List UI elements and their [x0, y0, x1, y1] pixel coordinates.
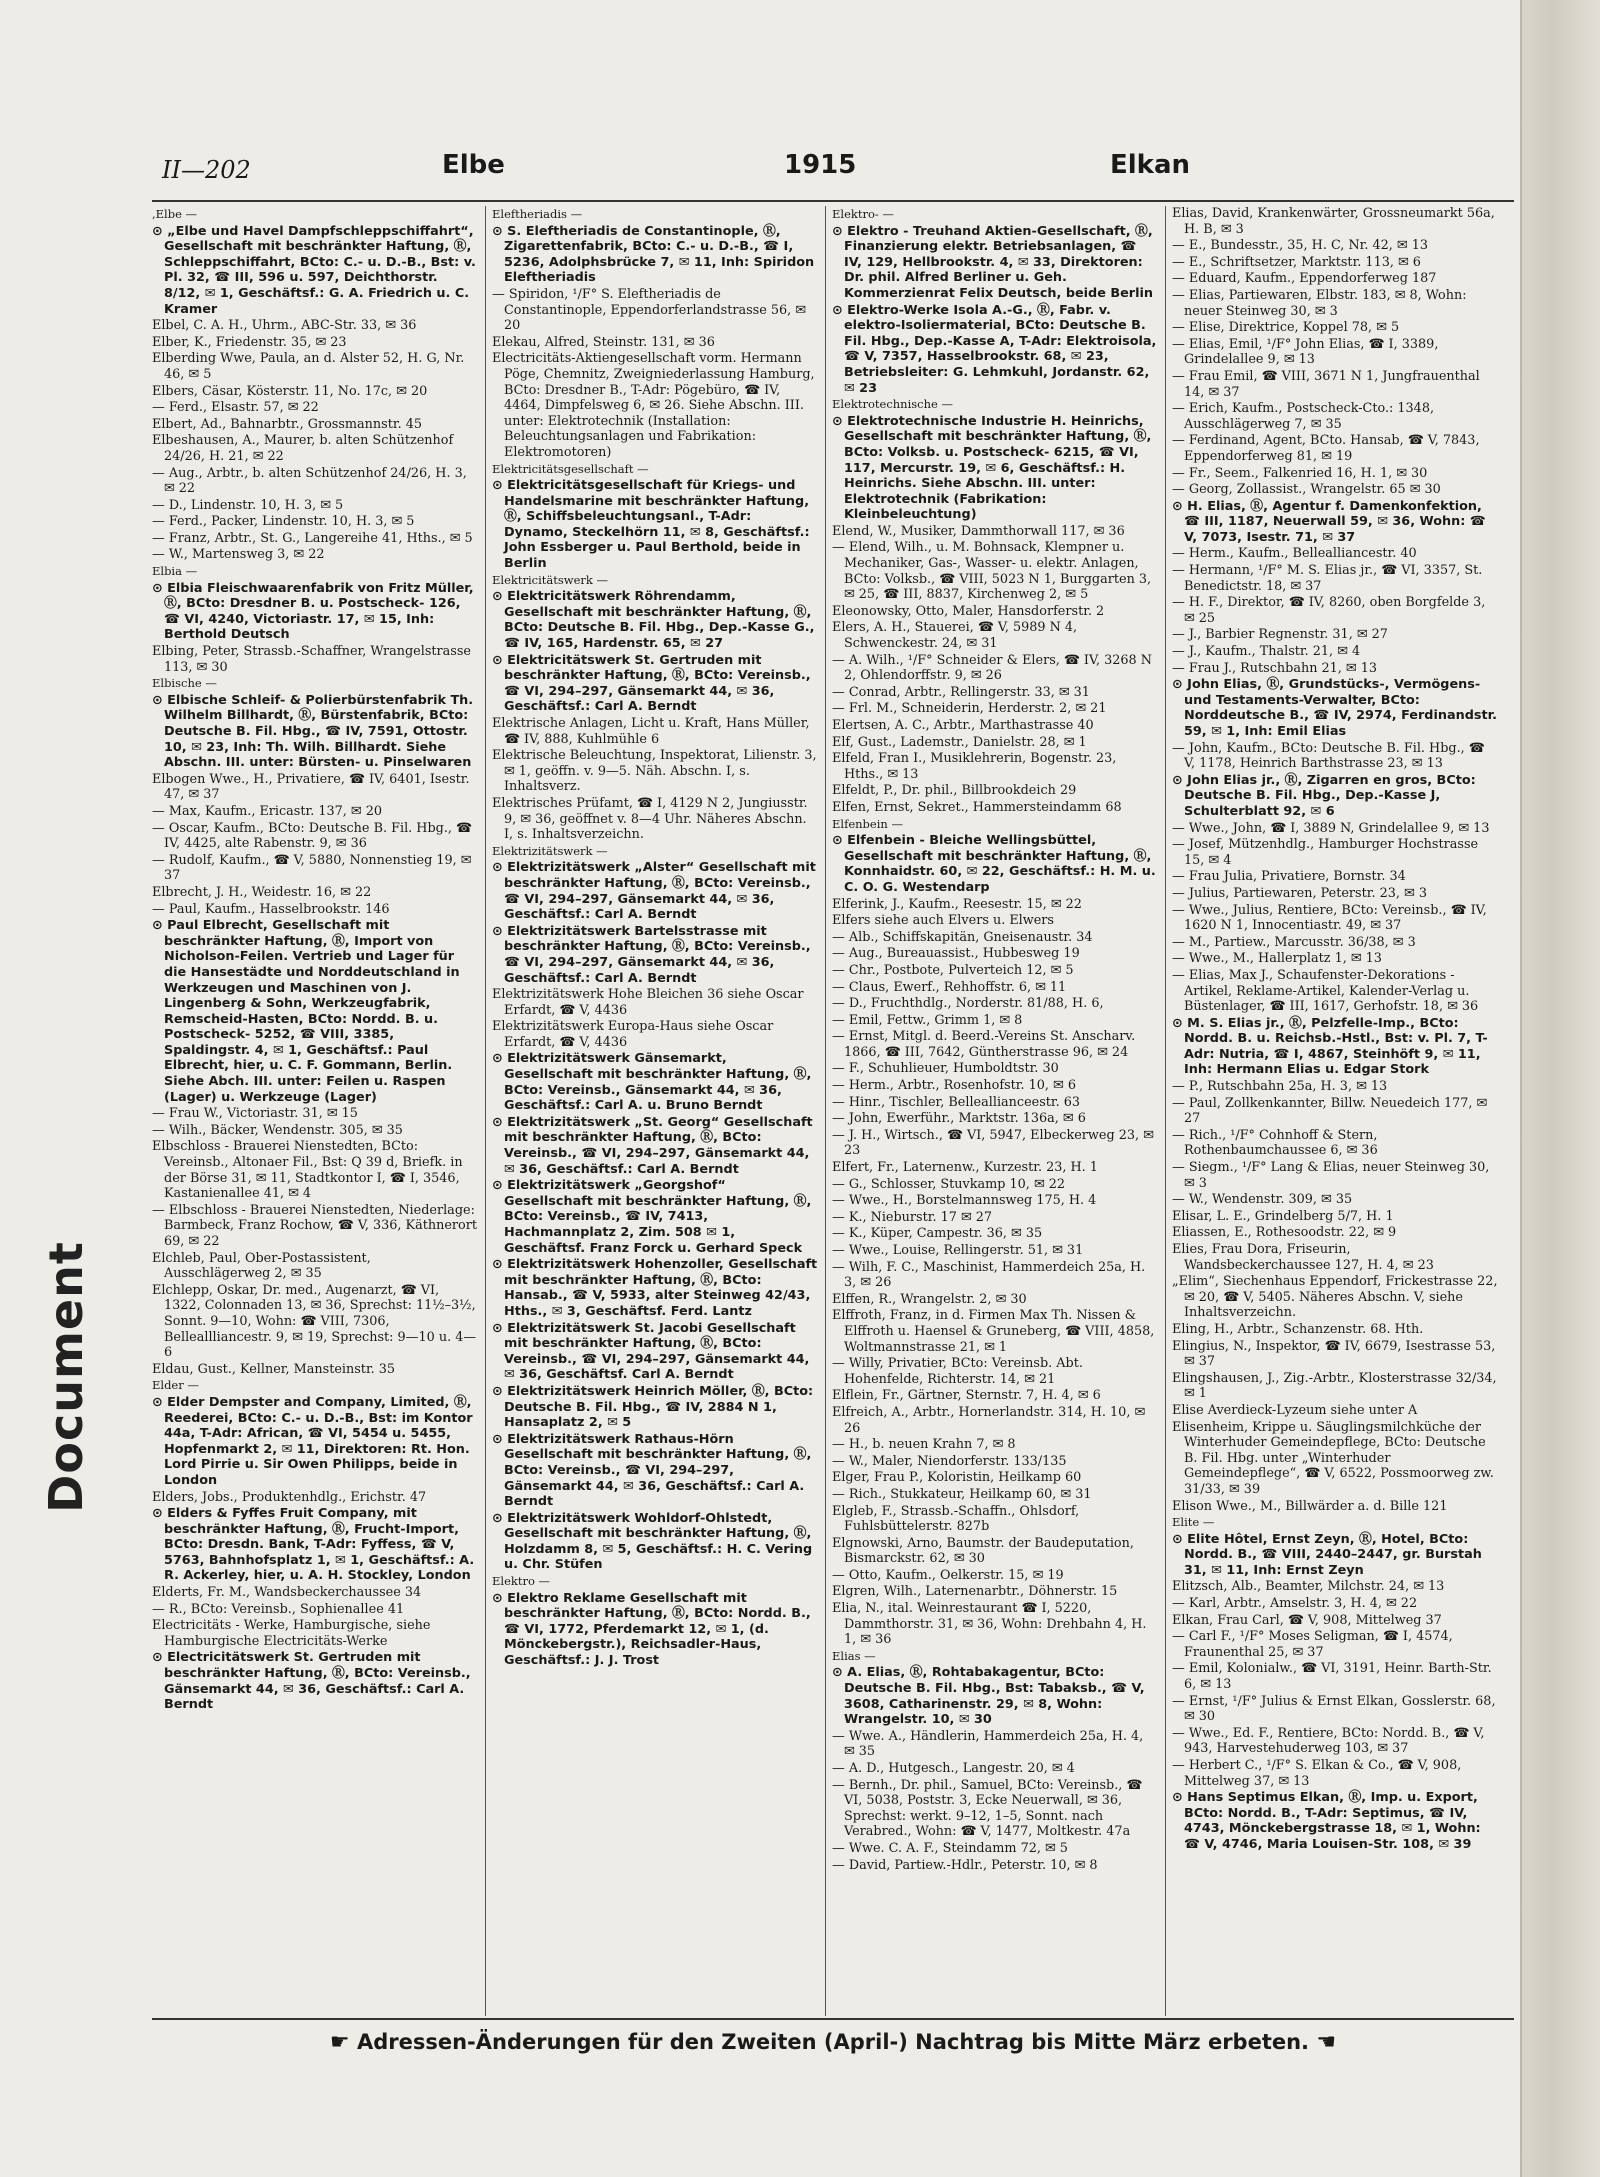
directory-entry: — A. D., Hutgesch., Langestr. 20, ✉ 4 — [832, 1761, 1075, 1776]
directory-entry: — G., Schlosser, Stuvkamp 10, ✉ 22 — [832, 1176, 1066, 1192]
directory-entry: — Elias, Max J., Schaufenster-Dekorations - Artikel, Reklame-Artikel, Kalender-Verlag u. Büstenlager, ☎ III, 1617, Gerhofstr. 18, ✉ 36 — [1172, 967, 1479, 1015]
directory-entry: — P., Rutschbahn 25a, H. 3, ✉ 13 — [1172, 1079, 1388, 1095]
directory-entry: — Willy, Privatier, BCto: Vereinsb. Abt. Hohenfelde, Richterstr. 14, ✉ 21 — [832, 1356, 1083, 1387]
section-heading: Eleftheriadis — — [492, 207, 583, 221]
directory-entry: Elektrische Anlagen, Licht u. Kraft, Hans Müller, ☎ IV, 888, Kuhlmühle 6 — [492, 716, 810, 747]
directory-entry: — W., Wendenstr. 309, ✉ 35 — [1172, 1192, 1353, 1208]
directory-entry: — Julius, Partiewaren, Peterstr. 23, ✉ 3 — [1172, 885, 1427, 901]
directory-entry: — W., Martensweg 3, ✉ 22 — [152, 547, 325, 563]
directory-entry: — K., Nieburstr. 17 ✉ 27 — [832, 1209, 993, 1225]
firm-entry: ⊙ Elektrizitätswerk Bartelsstrasse mit beschränkter Haftung, Ⓡ, BCto: Vereinsb., ☎ VI, 294–297, Gänsemarkt 44, ✉ 36, Geschäftsf.: Carl A. Berndt — [492, 923, 811, 986]
column-divider — [1165, 206, 1166, 2016]
directory-entry: Elekau, Alfred, Steinstr. 131, ✉ 36 — [492, 334, 715, 350]
directory-entry: Elchlepp, Oskar, Dr. med., Augenarzt, ☎ VI, 1322, Colonnaden 13, ✉ 36, Sprechst: 11½–3½, Sonnt. 9—10, Wohn: ☎ VIII, 7306, Belleallliancestr. 9, ✉ 19, Sprechst: 9—10 u. 4—6 — [152, 1282, 477, 1361]
directory-entry: Elber, K., Friedenstr. 35, ✉ 23 — [152, 334, 347, 350]
directory-entry: Elitzsch, Alb., Beamter, Milchstr. 24, ✉ 13 — [1172, 1579, 1445, 1595]
directory-entry: — Ernst, ¹/F° Julius & Ernst Elkan, Gosslerstr. 68, ✉ 30 — [1172, 1693, 1496, 1725]
entry-columns — [152, 206, 1514, 2016]
directory-entry: — Herm., Kaufm., Bellealliancestr. 40 — [1172, 546, 1417, 562]
section-heading: Elbische — — [152, 676, 217, 691]
directory-entry: — Aug., Arbtr., b. alten Schützenhof 24/26, H. 3, ✉ 22 — [152, 465, 467, 497]
directory-entry: — Georg, Zollassist., Wrangelstr. 65 ✉ 30 — [1172, 482, 1441, 498]
directory-entry: — Josef, Mützenhdlg., Hamburger Hochstrasse 15, ✉ 4 — [1172, 837, 1479, 868]
section-heading: Elektrizitätswerk — — [492, 843, 608, 858]
footer-rule — [152, 2018, 1514, 2020]
directory-entry: — Oscar, Kaufm., BCto: Deutsche B. Fil. Hbg., ☎ IV, 4425, alte Rabenstr. 9, ✉ 36 — [152, 820, 472, 852]
directory-entry: — M., Partiew., Marcusstr. 36/38, ✉ 3 — [1172, 934, 1416, 950]
directory-entry: — Ferd., Packer, Lindenstr. 10, H. 3, ✉ 5 — [152, 514, 415, 530]
firm-entry: ⊙ Electricitätswerk St. Gertruden mit beschränkter Haftung, Ⓡ, BCto: Vereinsb., Gänsemarkt 44, ✉ 36, Geschäftsf.: Carl A. Berndt — [152, 1650, 471, 1713]
firm-entry: ⊙ Elektro-Werke Isola A.-G., Ⓡ, Fabr. v. elektro-Isoliermaterial, BCto: Deutsche B. Fil. Hbg., Dep.-Kasse A, T-Adr: Elektroisola, ☎ V, 7357, Hasselbrookstr. 68, ✉ 23, Betriebsleiter: G. Lehmkuhl, Jordanstr. 62, ✉ 23 — [832, 302, 1157, 396]
directory-entry: — John, Ewerführ., Marktstr. 136a, ✉ 6 — [832, 1111, 1086, 1127]
directory-entry: — Elend, Wilh., u. M. Bohnsack, Klempner u. Mechaniker, Gas-, Wasser- u. elektr. Anlagen, BCto: Volksb., ☎ VIII, 5023 N 1, Burggarten 3, ✉ 25, ☎ III, 8837, Kirchenweg 2, ✉ 5 — [832, 540, 1152, 603]
directory-entry: — E., Schriftsetzer, Marktstr. 113, ✉ 6 — [1172, 254, 1421, 270]
firm-entry: ⊙ Elektricitätswerk St. Gertruden mit beschränkter Haftung, Ⓡ, BCto: Vereinsb., ☎ VI, 294–297, Gänsemarkt 44, ✉ 36, Geschäftsf.: Carl A. Berndt — [492, 652, 811, 715]
header-first-word: Elbe — [442, 150, 505, 180]
directory-entry: — R., BCto: Vereinsb., Sophienallee 41 — [152, 1601, 405, 1617]
section-heading: Elias — — [832, 1648, 876, 1663]
directory-entry: — Emil, Fettw., Grimm 1, ✉ 8 — [832, 1012, 1023, 1028]
directory-entry: — Fr., Seem., Falkenried 16, H. 1, ✉ 30 — [1172, 465, 1428, 481]
directory-entry: Eliassen, E., Rothesoodstr. 22, ✉ 9 — [1172, 1225, 1397, 1241]
side-watermark-text: Document — [38, 1241, 93, 1513]
directory-entry: — Eduard, Kaufm., Eppendorferweg 187 — [1172, 271, 1437, 287]
directory-entry: — F., Schuhlieuer, Humboldtstr. 30 — [832, 1061, 1059, 1077]
firm-entry: ⊙ A. Elias, Ⓡ, Rohtabakagentur, BCto: Deutsche B. Fil. Hbg., Bst: Tabaksb., ☎ V, 3608, Catharinenstr. 29, ✉ 8, Wohn: Wrangelstr. 10, ✉ 30 — [832, 1665, 1145, 1728]
scan-page-edge — [1520, 0, 1600, 2177]
directory-entry: — Bernh., Dr. phil., Samuel, BCto: Vereinsb., ☎ VI, 5038, Poststr. 3, Ecke Neuerwall, ✉ 36, Sprechst: werkt. 9–12, 1–5, Sonnt. nach Verabred., Wohn: ☎ V, 1477, Moltkestr. 47a — [832, 1777, 1143, 1840]
section-heading: Elektricitätswerk — — [492, 572, 609, 587]
directory-entry: — Hermann, ¹/F° M. S. Elias jr., ☎ VI, 3357, St. Benedictstr. 18, ✉ 37 — [1172, 563, 1483, 594]
directory-page — [152, 130, 1514, 2090]
directory-entry: Elbschloss - Brauerei Nienstedten, BCto: Vereinsb., Altonaer Fil., Bst: Q 39 d, Briefk. in der Börse 31, ✉ 11, Stadtkontor I, ☎ I, 3546, Kastanienallee 41, ✉ 4 — [152, 1139, 463, 1202]
section-heading: Elektro — — [492, 1574, 551, 1589]
pointing-hand-icon: ☚ — [1316, 2030, 1337, 2055]
firm-entry: ⊙ M. S. Elias jr., Ⓡ, Pelzfelle-Imp., BCto: Nordd. B. u. Reichsb.-Hstl., Bst: v. Pl. 7, T-Adr: Nutria, ☎ I, 4867, Steinhöft 9, ✉ 11, Inh: Hermann Elias u. Edgar Stork — [1172, 1015, 1488, 1078]
page-number: II—202 — [162, 156, 251, 184]
directory-entry: Elektrisches Prüfamt, ☎ I, 4129 N 2, Jungiusstr. 9, ✉ 36, geöffnet v. 8—4 Uhr. Näheres Abschn. I, s. Inhaltsverzeichn. — [492, 795, 808, 843]
directory-entry: Elfen, Ernst, Sekret., Hammersteindamm 68 — [832, 799, 1122, 815]
directory-entry: — Wwe. A., Händlerin, Hammerdeich 25a, H. 4, ✉ 35 — [832, 1728, 1144, 1760]
directory-entry: Elison Wwe., M., Billwärder a. d. Bille 121 — [1172, 1498, 1448, 1514]
firm-entry: ⊙ Elite Hôtel, Ernst Zeyn, Ⓡ, Hotel, BCto: Nordd. B., ☎ VIII, 2440–2447, gr. Burstah 31, ✉ 11, Inh: Ernst Zeyn — [1172, 1531, 1482, 1578]
directory-entry: — J. H., Wirtsch., ☎ VI, 5947, Elbeckerweg 23, ✉ 23 — [832, 1127, 1154, 1159]
directory-entry: — Wwe., Ed. F., Rentiere, BCto: Nordd. B., ☎ V, 943, Harvestehuderweg 103, ✉ 37 — [1172, 1725, 1485, 1757]
directory-entry: Elders, Jobs., Produktenhdlg., Erichstr. 47 — [152, 1489, 427, 1505]
firm-entry: ⊙ Elbische Schleif- & Polierbürstenfabrik Th. Wilhelm Billhardt, Ⓡ, Bürstenfabrik, BCto: Deutsche B. Fil. Hbg., ☎ IV, 7591, Ottostr. 10, ✉ 23, Inh: Th. Wilh. Billhardt. Siehe Abschn. III. unter: Bürsten- u. Pinselwaren — [152, 692, 474, 771]
directory-entry: Elfert, Fr., Laternenw., Kurzestr. 23, H. 1 — [832, 1160, 1098, 1176]
directory-entry: Eldau, Gust., Kellner, Mansteinstr. 35 — [152, 1361, 396, 1377]
directory-entry: Elgnowski, Arno, Baumstr. der Baudeputation, Bismarckstr. 62, ✉ 30 — [832, 1535, 1134, 1567]
firm-entry: ⊙ Elektricitätswerk Röhrendamm, Gesellschaft mit beschränkter Haftung, Ⓡ, BCto: Deutsche B. Fil. Hbg., Dep.-Kasse G., ☎ IV, 165, Hardenstr. 65, ✉ 27 — [492, 589, 815, 652]
directory-entry: — Frau W., Victoriastr. 31, ✉ 15 — [152, 1106, 358, 1122]
directory-entry: Elingius, N., Inspektor, ☎ IV, 6679, Isestrasse 53, ✉ 37 — [1172, 1338, 1496, 1370]
directory-entry: Elffen, R., Wrangelstr. 2, ✉ 30 — [832, 1291, 1027, 1307]
directory-entry: Elferink, J., Kaufm., Reesestr. 15, ✉ 22 — [832, 896, 1082, 912]
directory-entry: Elchleb, Paul, Ober-Postassistent, Ausschlägerweg 2, ✉ 35 — [152, 1250, 371, 1282]
directory-entry: — Herbert C., ¹/F° S. Elkan & Co., ☎ V, 908, Mittelweg 37, ✉ 13 — [1172, 1758, 1462, 1789]
directory-entry: — Paul, Zollkenkannter, Billw. Neuedeich 177, ✉ 27 — [1172, 1095, 1488, 1127]
directory-entry: Elffroth, Franz, in d. Firmen Max Th. Nissen & Elffroth u. Haensel & Gruneberg, ☎ VIII, 4858, Woltmannstrasse 21, ✉ 1 — [832, 1308, 1155, 1355]
firm-entry: ⊙ Elektrizitätswerk Heinrich Möller, Ⓡ, BCto: Deutsche B. Fil. Hbg., ☎ IV, 2884 N 1, Hansaplatz 2, ✉ 5 — [492, 1383, 814, 1431]
directory-entry: — Elbschloss - Brauerei Nienstedten, Niederlage: Barmbeck, Franz Rochow, ☎ V, 336, Käthnerort 69, ✉ 22 — [152, 1202, 477, 1249]
section-heading: ,Elbe — — [152, 207, 198, 221]
directory-entry: Eleonowsky, Otto, Maler, Hansdorferstr. 2 — [832, 603, 1105, 619]
directory-entry: Elbert, Ad., Bahnarbtr., Grossmannstr. 45 — [152, 416, 423, 432]
directory-entry: Elektrizitätswerk Europa-Haus siehe Oscar Erfardt, ☎ V, 4436 — [492, 1019, 774, 1050]
directory-entry: — Wwe., H., Borstelmannsweg 175, H. 4 — [832, 1193, 1097, 1209]
directory-entry: Elend, W., Musiker, Dammthorwall 117, ✉ 36 — [832, 523, 1125, 539]
firm-entry: ⊙ Elektricitätsgesellschaft für Kriegs- und Handelsmarine mit beschränkter Haftung, Ⓡ, Schiffsbeleuchtungsanl., T-Adr: Dynamo, Steckelhörn 11, ✉ 8, Geschäftsf.: John Essberger u. Paul Berthold, beide in Berlin — [492, 478, 810, 572]
directory-entry: — Frau Emil, ☎ VIII, 3671 N 1, Jungfrauenthal 14, ✉ 37 — [1172, 368, 1480, 400]
directory-entry: — Wilh., Bäcker, Wendenstr. 305, ✉ 35 — [152, 1122, 403, 1138]
directory-entry: Elfeld, Fran I., Musiklehrerin, Bogenstr. 23, Hths., ✉ 13 — [832, 751, 1117, 782]
firm-entry: ⊙ Elbia Fleischwaarenfabrik von Fritz Müller, Ⓡ, BCto: Dresdner B. u. Postscheck- 126, ☎ VI, 4240, Victoriastr. 17, ✉ 15, Inh: Berthold Deutsch — [152, 580, 474, 643]
directory-entry: — Chr., Postbote, Pulverteich 12, ✉ 5 — [832, 962, 1074, 978]
directory-entry: — Hinr., Tischler, Belleallianceestr. 63 — [832, 1094, 1081, 1110]
directory-entry: Elbing, Peter, Strassb.-Schaffner, Wrangelstrasse 113, ✉ 30 — [152, 644, 471, 675]
firm-entry: ⊙ S. Eleftheriadis de Constantinople, Ⓡ, Zigarettenfabrik, BCto: C.- u. D.-B., ☎ I, 5236, Adolphsbrücke 7, ✉ 11, Inh: Spiridon Eleftheriadis — [492, 223, 815, 286]
directory-entry: — Ferd., Elsastr. 57, ✉ 22 — [152, 400, 319, 416]
directory-entry: Elderts, Fr. M., Wandsbeckerchaussee 34 — [152, 1585, 422, 1601]
column-4 — [1172, 206, 1498, 2016]
directory-entry: Elia, N., ital. Weinrestaurant ☎ I, 5220, Dammthorstr. 31, ✉ 36, Wohn: Drehbahn 4, H. 1, ✉ 36 — [832, 1601, 1147, 1648]
column-divider — [485, 206, 486, 2016]
directory-entry: — Wwe., John, ☎ I, 3889 N, Grindelallee 9, ✉ 13 — [1172, 820, 1490, 836]
directory-entry: Elflein, Fr., Gärtner, Sternstr. 7, H. 4, ✉ 6 — [832, 1388, 1101, 1404]
directory-entry: — Rudolf, Kaufm., ☎ V, 5880, Nonnenstieg 19, ✉ 37 — [152, 852, 472, 884]
directory-entry: Elgleb, F., Strassb.-Schaffn., Ohlsdorf, Fuhlsbüttelerstr. 827b — [832, 1503, 1080, 1535]
column-divider — [825, 206, 826, 2016]
directory-entry: — Conrad, Arbtr., Rellingerstr. 33, ✉ 31 — [832, 684, 1090, 700]
directory-entry: — Elias, Partiewaren, Elbstr. 183, ✉ 8, Wohn: neuer Steinweg 30, ✉ 3 — [1172, 287, 1467, 319]
firm-entry: ⊙ Elektrizitätswerk Hohenzoller, Gesellschaft mit beschränkter Haftung, Ⓡ, BCto: Hansab., ☎ V, 5933, alter Steinweg 42/43, Hths., ✉ 3, Geschäftsf. Ferd. Lantz — [492, 1257, 818, 1319]
directory-entry: — Wilh, F. C., Maschinist, Hammerdeich 25a, H. 3, ✉ 26 — [832, 1259, 1146, 1291]
directory-entry: — Carl F., ¹/F° Moses Seligman, ☎ I, 4574, Fraunenthal 25, ✉ 37 — [1172, 1629, 1453, 1660]
pointing-hand-icon: ☛ — [329, 2030, 350, 2055]
directory-entry: — Erich, Kaufm., Postscheck-Cto.: 1348, Ausschlägerweg 7, ✉ 35 — [1172, 401, 1435, 432]
directory-entry: — Elise, Direktrice, Koppel 78, ✉ 5 — [1172, 320, 1400, 336]
column-1 — [152, 206, 478, 2016]
firm-entry: ⊙ Elder Dempster and Company, Limited, Ⓡ, Reederei, BCto: C.- u. D.-B., Bst: im Kontor 44a, T-Adr: African, ☎ VI, 5454 u. 5455, Hopfenmarkt 2, ✉ 11, Direktoren: Rt. Hon. Lord Pirrie u. Sir Owen Philipps, beide in London — [152, 1394, 473, 1488]
column-2 — [492, 206, 818, 2016]
header-last-word: Elkan — [1110, 150, 1191, 180]
directory-entry: — Herm., Arbtr., Rosenhofstr. 10, ✉ 6 — [832, 1078, 1076, 1094]
directory-entry: — Claus, Ewerf., Rehhoffstr. 6, ✉ 11 — [832, 979, 1067, 995]
directory-entry: — David, Partiew.-Hdlr., Peterstr. 10, ✉ 8 — [832, 1857, 1098, 1873]
directory-entry: — Aug., Bureauassist., Hubbesweg 19 — [832, 946, 1080, 962]
firm-entry: ⊙ Hans Septimus Elkan, Ⓡ, Imp. u. Export, BCto: Nordd. B., T-Adr: Septimus, ☎ IV, 4743, Mönckebergstrasse 18, ✉ 1, Wohn: ☎ V, 4746, Maria Louisen-Str. 108, ✉ 39 — [1172, 1790, 1481, 1852]
firm-entry: ⊙ H. Elias, Ⓡ, Agentur f. Damenkonfektion, ☎ III, 1187, Neuerwall 59, ✉ 36, Wohn: ☎ V, 7073, Isestr. 71, ✉ 37 — [1172, 498, 1486, 545]
firm-entry: ⊙ Elektrizitätswerk St. Jacobi Gesellschaft mit beschränkter Haftung, Ⓡ, BCto: Vereinsb., ☎ VI, 294–297, Gänsemarkt 44, ✉ 36, Geschäftsf. Carl A. Berndt — [492, 1320, 810, 1383]
firm-entry: ⊙ „Elbe und Havel Dampfschleppschiffahrt“, Gesellschaft mit beschränkter Haftung, Ⓡ, Schleppschiffahrt, BCto: C.- u. D.-B., Bst: v. Pl. 32, ☎ III, 596 u. 597, Deichthorstr. 8/12, ✉ 1, Geschäftsf.: G. A. Friedrich u. C. Kramer — [152, 223, 476, 317]
directory-entry: Elf, Gust., Lademstr., Danielstr. 28, ✉ 1 — [832, 734, 1087, 750]
directory-entry: — Frau Julia, Privatiere, Bornstr. 34 — [1172, 869, 1406, 885]
firm-entry: ⊙ Elfenbein - Bleiche Wellingsbüttel, Gesellschaft mit beschränkter Haftung, Ⓡ, Konnhaidstr. 60, ✉ 22, Geschäftsf.: H. M. u. C. O. G. Westendarp — [832, 833, 1156, 895]
directory-entry: Electricitäts-Aktiengesellschaft vorm. Hermann Pöge, Chemnitz, Zweigniederlassung Hamburg, BCto: Dresdner B., T-Adr: Pögebüro, ☎ IV, 4464, Dimpfelsweg 6, ✉ 26. Siehe Abschn. III. unter: Elektrotechnik (Installation: Beleuchtungsanlagen und Fabrikation: Elektromotoren) — [492, 351, 815, 460]
directory-entry: — W., Maler, Niendorferstr. 133/135 — [832, 1453, 1067, 1469]
directory-entry: — Ernst, Mitgl. d. Beerd.-Vereins St. Anscharv. 1866, ☎ III, 7642, Güntherstrasse 96, ✉ 24 — [832, 1029, 1136, 1060]
directory-entry: — John, Kaufm., BCto: Deutsche B. Fil. Hbg., ☎ V, 1178, Heinrich Barthstrasse 23, ✉ 13 — [1172, 740, 1485, 772]
firm-entry: ⊙ John Elias jr., Ⓡ, Zigarren en gros, BCto: Deutsche B. Fil. Hbg., Dep.-Kasse J, Schulterblatt 92, ✉ 6 — [1172, 772, 1476, 819]
directory-entry: — Alb., Schiffskapitän, Gneisenaustr. 34 — [832, 929, 1093, 945]
firm-entry: ⊙ Elektrizitätswerk Wohldorf-Ohlstedt, Gesellschaft mit beschränkter Haftung, Ⓡ, Holzdamm 8, ✉ 5, Geschäftsf.: H. C. Vering u. Chr. Stüfen — [492, 1510, 813, 1573]
section-heading: Elektricitätsgesellschaft — — [492, 461, 649, 476]
directory-entry: Elbogen Wwe., H., Privatiere, ☎ IV, 6401, Isestr. 47, ✉ 37 — [152, 771, 470, 803]
directory-entry: Elektrizitätswerk Hohe Bleichen 36 siehe Oscar Erfardt, ☎ V, 4436 — [492, 987, 804, 1018]
section-heading: Elektro- — — [832, 207, 894, 221]
section-heading: Elder — — [152, 1378, 199, 1393]
header-year: 1915 — [784, 150, 857, 180]
firm-entry: ⊙ Elektrizitätswerk Gänsemarkt, Gesellschaft mit beschränkter Haftung, Ⓡ, BCto: Vereinsb., Gänsemarkt 44, ✉ 36, Geschäftsf.: Carl A. u. Bruno Berndt — [492, 1051, 812, 1114]
directory-entry: „Elim“, Siechenhaus Eppendorf, Frickestrasse 22, ✉ 20, ☎ V, 5405. Näheres Abschn. V, siehe Inhaltsverzeichn. — [1172, 1274, 1498, 1321]
directory-entry: Elies, Frau Dora, Friseurin, Wandsbeckerchaussee 127, H. 4, ✉ 23 — [1172, 1242, 1434, 1273]
directory-entry: — Wwe., Julius, Rentiere, BCto: Vereinsb., ☎ IV, 1620 N 1, Innocentiastr. 49, ✉ 37 — [1172, 902, 1487, 934]
firm-entry: ⊙ Elektrotechnische Industrie H. Heinrichs, Gesellschaft mit beschränkter Haftung, Ⓡ, BCto: Volksb. u. Postscheck- 6215, ☎ VI, 117, Mercurstr. 19, ✉ 6, Geschäftsf.: H. Heinrichs. Siehe Abschn. III. unter: Elektrotechnik (Fabrikation: Kleinbeleuchtung) — [832, 413, 1152, 523]
directory-entry: — Wwe., M., Hallerplatz 1, ✉ 13 — [1172, 951, 1382, 967]
directory-entry: Elger, Frau P., Koloristin, Heilkamp 60 — [832, 1470, 1082, 1486]
directory-entry: — Emil, Kolonialw., ☎ VI, 3191, Heinr. Barth-Str. 6, ✉ 13 — [1172, 1661, 1492, 1693]
directory-entry: Elias, David, Krankenwärter, Grossneumarkt 56a, H. B, ✉ 3 — [1172, 206, 1495, 237]
directory-entry: Elkan, Frau Carl, ☎ V, 908, Mittelweg 37 — [1172, 1612, 1442, 1628]
directory-entry: Elfers siehe auch Elvers u. Elwers — [832, 913, 1054, 929]
directory-entry: — H., b. neuen Krahn 7, ✉ 8 — [832, 1437, 1016, 1453]
section-heading: Elite — — [1172, 1515, 1215, 1530]
directory-entry: Elfeldt, P., Dr. phil., Billbrookdeich 29 — [832, 783, 1077, 799]
directory-entry: — Franz, Arbtr., St. G., Langereihe 41, Hths., ✉ 5 — [152, 530, 473, 546]
directory-entry: Elers, A. H., Stauerei, ☎ V, 5989 N 4, Schwenckestr. 24, ✉ 31 — [832, 620, 1078, 652]
directory-entry: — Ferdinand, Agent, BCto. Hansab, ☎ V, 7843, Eppendorferweg 81, ✉ 19 — [1172, 433, 1480, 464]
footer-notice — [152, 2030, 1514, 2055]
directory-entry: — Spiridon, ¹/F° S. Eleftheriadis de Constantinople, Eppendorferlandstrasse 56, ✉ 20 — [492, 286, 807, 334]
directory-entry: — Rich., Stukkateur, Heilkamp 60, ✉ 31 — [832, 1486, 1092, 1502]
directory-entry: — Wwe., Louise, Rellingerstr. 51, ✉ 31 — [832, 1243, 1084, 1258]
directory-entry: — E., Bundesstr., 35, H. C, Nr. 42, ✉ 13 — [1172, 238, 1428, 254]
directory-entry: Elertsen, A. C., Arbtr., Marthastrasse 40 — [832, 718, 1094, 733]
column-3 — [832, 206, 1158, 2016]
directory-entry: Elbrecht, J. H., Weidestr. 16, ✉ 22 — [152, 884, 372, 900]
directory-entry: — Max, Kaufm., Ericastr. 137, ✉ 20 — [152, 803, 382, 819]
directory-entry: Elbers, Cäsar, Kösterstr. 11, No. 17c, ✉ 20 — [152, 383, 428, 399]
directory-entry: — H. F., Direktor, ☎ IV, 8260, oben Borgfelde 3, ✉ 25 — [1172, 595, 1486, 626]
directory-entry: — K., Küper, Campestr. 36, ✉ 35 — [832, 1226, 1043, 1242]
section-heading: Elektrotechnische — — [832, 397, 953, 412]
firm-entry: ⊙ Elders & Fyffes Fruit Company, mit beschränkter Haftung, Ⓡ, Frucht-Import, BCto: Dresdn. Bank, T-Adr: Fyffess, ☎ V, 5763, Bahnhofsplatz 1, ✉ 1, Geschäftsf.: A. R. Ackerley, hier, u. A. H. Stockley, London — [152, 1506, 475, 1584]
firm-entry: ⊙ Elektrizitätswerk „Alster“ Gesellschaft mit beschränkter Haftung, Ⓡ, BCto: Vereinsb., ☎ VI, 294–297, Gänsemarkt 44, ✉ 36, Geschäftsf.: Carl A. Berndt — [492, 860, 816, 923]
directory-entry: — J., Barbier Regnenstr. 31, ✉ 27 — [1172, 627, 1388, 643]
firm-entry: ⊙ John Elias, Ⓡ, Grundstücks-, Vermögens- und Testaments-Verwalter, BCto: Norddeutsche B., ☎ IV, 2974, Ferdinandstr. 59, ✉ 1, Inh: Emil Elias — [1172, 677, 1497, 739]
directory-entry: Elbel, C. A. H., Uhrm., ABC-Str. 33, ✉ 36 — [152, 318, 417, 334]
directory-entry: Eling, H., Arbtr., Schanzenstr. 68. Hth. — [1172, 1321, 1424, 1337]
directory-entry: Elbeshausen, A., Maurer, b. alten Schützenhof 24/26, H. 21, ✉ 22 — [152, 433, 454, 464]
directory-entry: Elisar, L. E., Grindelberg 5/7, H. 1 — [1172, 1208, 1394, 1224]
directory-entry: — D., Fruchthdlg., Norderstr. 81/88, H. 6, — [832, 996, 1104, 1012]
directory-entry: — Siegm., ¹/F° Lang & Elias, neuer Steinweg 30, ✉ 3 — [1172, 1160, 1490, 1191]
directory-entry: Electricitäts - Werke, Hamburgische, siehe Hamburgische Electricitäts-Werke — [152, 1618, 431, 1649]
firm-entry: ⊙ Elektrizitätswerk „St. Georg“ Gesellschaft mit beschränkter Haftung, Ⓡ, BCto: Vereinsb., ☎ VI, 294–297, Gänsemarkt 44, ✉ 36, Geschäftsf.: Carl A. Berndt — [492, 1114, 813, 1177]
directory-entry: — A. Wilh., ¹/F° Schneider & Elers, ☎ IV, 3268 N 2, Ohlendorffstr. 9, ✉ 26 — [832, 652, 1152, 684]
page-header — [152, 150, 1514, 194]
directory-entry: Elberding Wwe, Paula, an d. Alster 52, H. G, Nr. 46, ✉ 5 — [152, 351, 465, 382]
directory-entry: Elfreich, A., Arbtr., Hornerlandstr. 314, H. 10, ✉ 26 — [832, 1404, 1146, 1436]
directory-entry: — Frau J., Rutschbahn 21, ✉ 13 — [1172, 660, 1377, 676]
firm-entry: ⊙ Paul Elbrecht, Gesellschaft mit beschränkter Haftung, Ⓡ, Import von Nicholson-Feilen. Vertrieb und Lager für die Hansestädte und Norddeutschland in Werkzeugen und Maschinen von J. Lingenberg & Sohn, Werkzeugfabrik, Remscheid-Hasten, BCto: Nordd. B. u. Postscheck- 5252, ☎ VIII, 3385, Spaldingstr. 4, ✉ 1, Geschäftsf.: Paul Elbrecht, hier, u. C. F. Gommann, Berlin. Siehe Abch. III. unter: Feilen u. Raspen (Lager) u. Werkzeuge (Lager) — [152, 918, 460, 1105]
section-heading: Elbia — — [152, 564, 198, 579]
footer-text: Adressen-Änderungen für den Zweiten (April-) Nachtrag bis Mitte März erbeten. — [356, 2030, 1310, 2054]
directory-entry: Elektrische Beleuchtung, Inspektorat, Lilienstr. 3, ✉ 1, geöffn. v. 9—5. Näh. Abschn. I, s. Inhaltsverz. — [492, 748, 817, 795]
directory-entry: — Paul, Kaufm., Hasselbrookstr. 146 — [152, 901, 390, 917]
section-heading: Elfenbein — — [832, 816, 903, 831]
directory-entry: — Frl. M., Schneiderin, Herderstr. 2, ✉ 21 — [832, 701, 1107, 717]
directory-entry: — Wwe. C. A. F., Steindamm 72, ✉ 5 — [832, 1840, 1068, 1856]
directory-entry: — J., Kaufm., Thalstr. 21, ✉ 4 — [1172, 644, 1361, 660]
firm-entry: ⊙ Elektro Reklame Gesellschaft mit beschränkter Haftung, Ⓡ, BCto: Nordd. B., ☎ VI, 1772, Pferdemarkt 12, ✉ 1, (d. Mönckebergstr.), Reichsadler-Haus, Geschäftsf.: J. J. Trost — [492, 1590, 811, 1669]
directory-entry: Elgren, Wilh., Laternenarbtr., Döhnerstr. 15 — [832, 1584, 1118, 1600]
directory-entry: Elise Averdieck-Lyzeum siehe unter A — [1172, 1402, 1418, 1418]
firm-entry: ⊙ Elektro - Treuhand Aktien-Gesellschaft, Ⓡ, Finanzierung elektr. Betriebsanlagen, ☎ IV, 129, Hellbrookstr. 4, ✉ 33, Direktoren: Dr. phil. Alfred Berliner u. Geh. Kommerzienrat Felix Deutsch, beide Berlin — [832, 223, 1153, 301]
directory-entry: — D., Lindenstr. 10, H. 3, ✉ 5 — [152, 497, 344, 513]
firm-entry: ⊙ Elektrizitätswerk Rathaus-Hörn Gesellschaft mit beschränkter Haftung, Ⓡ, BCto: Vereinsb., ☎ VI, 294–297, Gänsemarkt 44, ✉ 36, Geschäftsf.: Carl A. Berndt — [492, 1431, 812, 1510]
directory-entry: — Elias, Emil, ¹/F° John Elias, ☎ I, 3389, Grindelallee 9, ✉ 13 — [1172, 336, 1439, 368]
directory-entry: Elisenheim, Krippe u. Säuglingsmilchküche der Winterhuder Gemeindepflege, BCto: Deutsche B. Fil. Hbg. unter „Winterhuder Gemeindepflege“, ☎ V, 6522, Possmoorweg zw. 31/33, ✉ 39 — [1172, 1419, 1494, 1497]
directory-entry: — Otto, Kaufm., Oelkerstr. 15, ✉ 19 — [832, 1567, 1064, 1583]
directory-entry: Elingshausen, J., Zig.-Arbtr., Klosterstrasse 32/34, ✉ 1 — [1172, 1370, 1497, 1402]
directory-entry: — Karl, Arbtr., Amselstr. 3, H. 4, ✉ 22 — [1172, 1596, 1418, 1612]
firm-entry: ⊙ Elektrizitätswerk „Georgshof“ Gesellschaft mit beschränkter Haftung, Ⓡ, BCto: Vereinsb., ☎ IV, 7413, Hachmannplatz 2, Zim. 508 ✉ 1, Geschäftsf. Franz Forck u. Gerhard Speck — [492, 1178, 812, 1256]
header-rule — [152, 200, 1514, 202]
directory-entry: — Rich., ¹/F° Cohnhoff & Stern, Rothenbaumchaussee 6, ✉ 36 — [1172, 1127, 1378, 1159]
